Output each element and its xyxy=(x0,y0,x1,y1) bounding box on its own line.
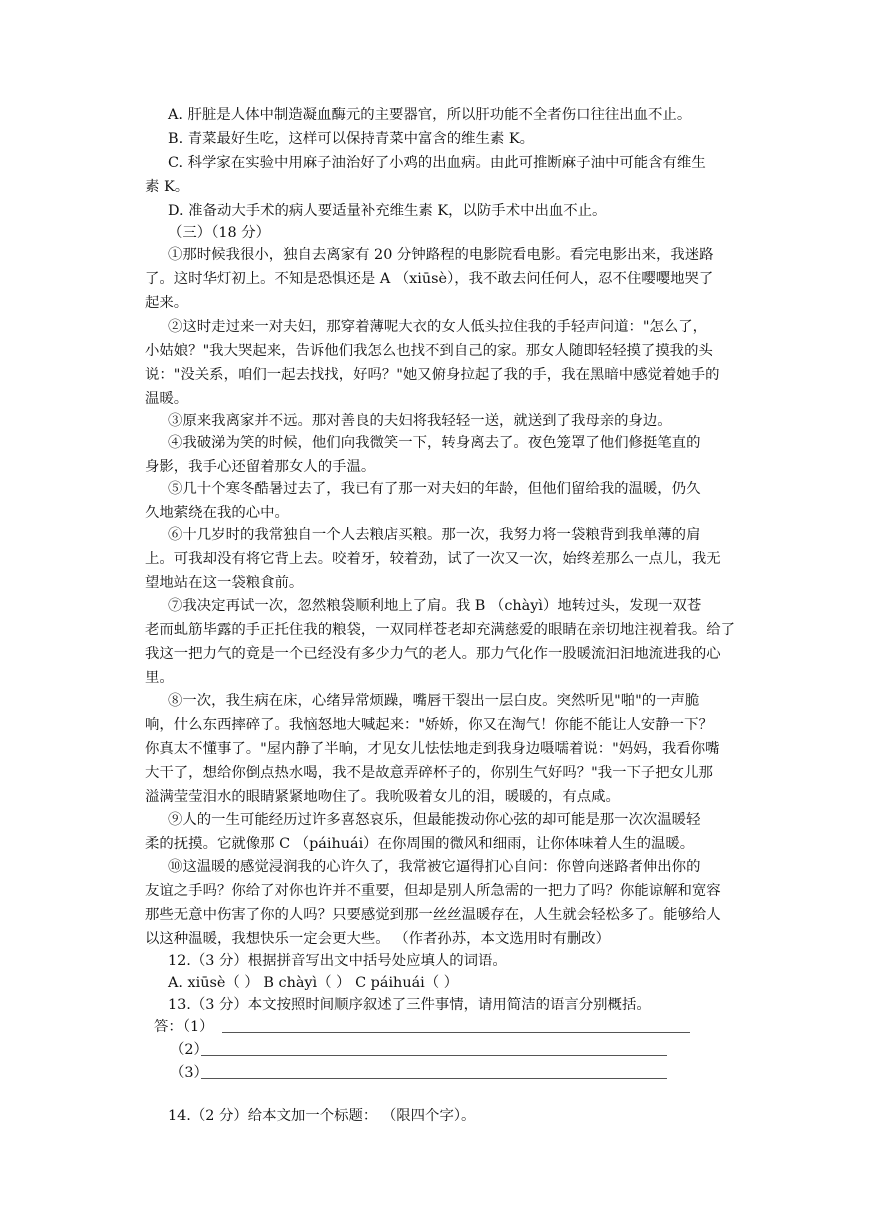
option-b: B. 青菜最好生吃，这样可以保持青菜中富含的维生素 K。 xyxy=(168,131,535,147)
paragraph-line: 你真太不懂事了。"屋内静了半晌，才见女儿怯怯地走到我身边嗫嚅着说："妈妈，我看你嘴 xyxy=(145,741,720,757)
paragraph-line: 温暖。 xyxy=(145,391,189,407)
paragraph-line: 了。这时华灯初上。不知是恐惧还是 A （xiūsè），我不敢去问任何人，忍不住嘤嘤地哭了 xyxy=(145,271,714,287)
option-c-cont: 素 K。 xyxy=(145,179,190,195)
paragraph-line: 起来。 xyxy=(145,295,189,311)
paragraph-line: 大干了，想给你倒点热水喝，我不是故意弄碎杯子的，你别生气好吗？"我一下子把女儿那 xyxy=(145,765,713,781)
paragraph-line: 上。可我却没有将它背上去。咬着牙，较着劲，试了一次又一次，始终差那么一点儿，我无 xyxy=(145,551,721,567)
paragraph-line: 老而虬筋毕露的手正托住我的粮袋，一双同样苍老却充满慈爱的眼睛在亲切地注视着我。给了 xyxy=(145,622,736,638)
option-a: A. 肝脏是人体中制造凝血酶元的主要器官，所以肝功能不全者伤口往往出血不止。 xyxy=(168,107,692,123)
paragraph-line: 小姑娘？"我大哭起来，告诉他们我怎么也找不到自己的家。那女人随即轻轻摸了摸我的头 xyxy=(145,343,713,359)
answer-line-2[interactable] xyxy=(201,1055,667,1056)
question-14: 14.（2 分）给本文加一个标题： （限四个字）。 xyxy=(168,1108,476,1124)
paragraph-line: 说："没关系，咱们一起去找找，好吗？"她又俯身拉起了我的手，我在黑暗中感觉着她手的 xyxy=(145,367,720,383)
paragraph-line: 里。 xyxy=(145,670,174,686)
paragraph-line: ①那时候我很小，独自去离家有 20 分钟路程的电影院看电影。看完电影出来，我迷路 xyxy=(168,247,714,263)
paragraph-line: ⑤几十个寒冬酷暑过去了，我已有了那一对夫妇的年龄，但他们留给我的温暖，仍久 xyxy=(168,481,701,497)
paragraph-line: 身影，我手心还留着那女人的手温。 xyxy=(145,459,376,475)
paragraph-line: 望地站在这一袋粮食前。 xyxy=(145,575,304,591)
section-heading: （三）（18 分） xyxy=(168,225,271,241)
paragraph-line: 我这一把力气的竟是一个已经没有多少力气的老人。那力气化作一股暖流汩汩地流进我的心 xyxy=(145,646,721,662)
paragraph-line: 久地萦绕在我的心中。 xyxy=(145,505,289,521)
paragraph-line: 以这种温暖，我想快乐一定会更大些。 （作者孙苏，本文选用时有删改） xyxy=(145,931,611,947)
paragraph-line: ⑥十几岁时的我常独自一个人去粮店买粮。那一次，我努力将一袋粮背到我单薄的肩 xyxy=(168,527,701,543)
option-d: D. 准备动大手术的病人要适量补充维生素 K，以防手术中出血不止。 xyxy=(168,203,607,219)
answer-label-1: 答：（1） xyxy=(154,1019,214,1035)
paragraph-line: ⑩这温暖的感觉浸润我的心许久了，我常被它逼得扪心自问：你曾向迷路者伸出你的 xyxy=(168,859,701,875)
paragraph-line: 溢满莹莹泪水的眼睛紧紧地吻住了。我吮吸着女儿的泪，暖暖的，有点咸。 xyxy=(145,789,620,805)
answer-line-3[interactable] xyxy=(201,1078,667,1079)
option-c: C. 科学家在实验中用麻子油治好了小鸡的出血病。由此可推断麻子油中可能含有维生 xyxy=(168,155,706,171)
answer-label-3: （3） xyxy=(170,1065,208,1081)
paragraph-line: 柔的抚摸。它就像那 C （páihuái）在你周围的微风和细雨，让你体味着人生的温暖。 xyxy=(145,836,695,852)
question-12-blanks: A. xiūsè（ ） B chàyì（ ） C páihuái（ ） xyxy=(168,975,459,991)
paragraph-line: ②这时走过来一对夫妇，那穿着薄呢大衣的女人低头拉住我的手轻声问道："怎么了， xyxy=(168,319,708,335)
question-12: 12.（3 分）根据拼音写出文中括号处应填人的词语。 xyxy=(168,953,507,969)
paragraph-line: ⑨人的一生可能经历过许多喜怒哀乐，但最能拨动你心弦的却可能是那一次次温暖轻 xyxy=(168,812,701,828)
paragraph-line: 那些无意中伤害了你的人吗？只要感觉到那一丝丝温暖存在，人生就会轻松多了。能够给人 xyxy=(145,907,721,923)
answer-label-2: （2） xyxy=(170,1042,208,1058)
paragraph-line: 响，什么东西摔碎了。我恼怒地大喊起来："娇娇，你又在淘气！你能不能让人安静一下？ xyxy=(145,717,713,733)
question-13: 13.（3 分）本文按照时间顺序叙述了三件事情，请用简洁的语言分别概括。 xyxy=(168,997,651,1013)
paragraph-line: 友谊之手吗？你给了对你也许并不重要，但却是别人所急需的一把力了吗？你能谅解和宽容 xyxy=(145,883,721,899)
paragraph-line: ④我破涕为笑的时候，他们向我微笑一下，转身离去了。夜色笼罩了他们修挺笔直的 xyxy=(168,435,701,451)
paragraph-line: ⑦我决定再试一次，忽然粮袋顺利地上了肩。我 B （chàyì）地转过头，发现一双苍 xyxy=(168,598,702,614)
answer-line-1[interactable] xyxy=(222,1032,690,1033)
paragraph-line: ⑧一次，我生病在床，心绪异常烦躁，嘴唇干裂出一层白皮。突然听见"啪"的一声脆 xyxy=(168,693,700,709)
paragraph-line: ③原来我离家并不远。那对善良的夫妇将我轻轻一送，就送到了我母亲的身边。 xyxy=(168,413,672,429)
